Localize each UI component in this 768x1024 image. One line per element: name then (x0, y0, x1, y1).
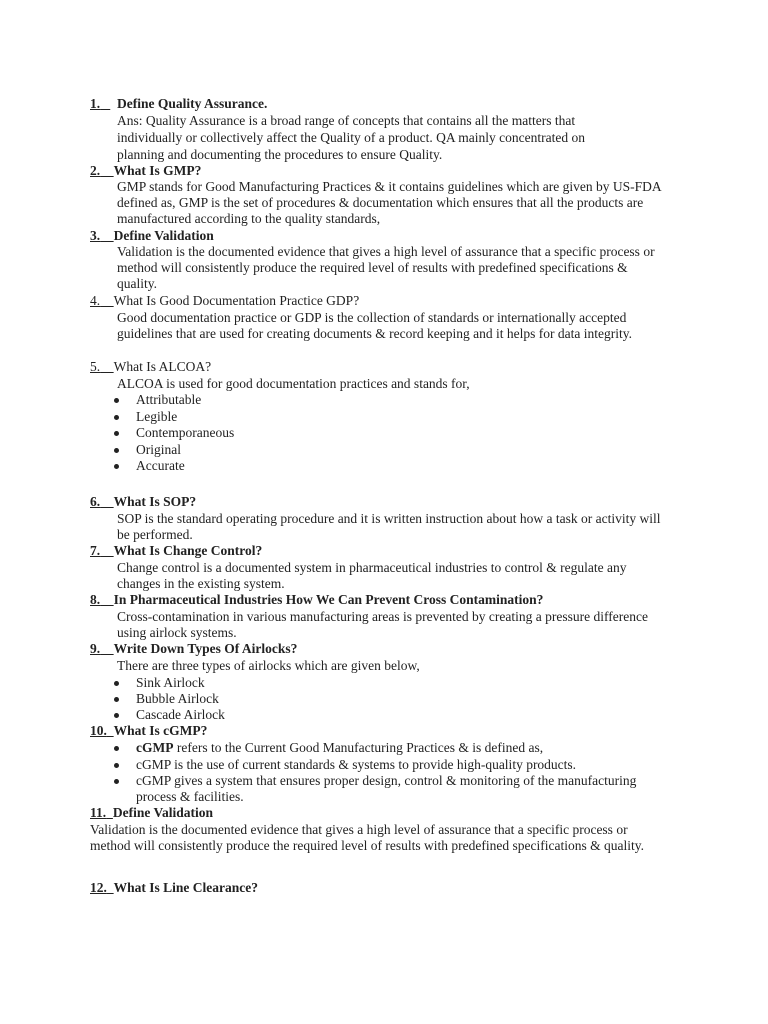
answer-2-line-3: manufactured according to the quality standards, (117, 211, 381, 226)
answer-2-line-2: defined as, GMP is the set of procedures & documentation which ensures that all the products are (117, 195, 644, 210)
alcoa-item-original: Original (136, 442, 181, 457)
bullet-dot (114, 448, 119, 453)
answer-8-line-1: Cross-contamination in various manufacturing areas is prevented by creating a pressure difference (117, 609, 648, 624)
bullet-dot (114, 779, 119, 784)
bullet-dot (114, 431, 119, 436)
bullet-dot (114, 398, 119, 403)
question-2-number: 2. (90, 163, 101, 178)
airlock-item-bubble: Bubble Airlock (136, 691, 219, 706)
question-4-number: 4. (90, 293, 101, 308)
answer-1-line-2: individually or collectively affect the Quality of a product. QA mainly concentrated on (117, 130, 585, 145)
question-1-title: Define Quality Assurance. (117, 96, 268, 111)
answer-3-line-3: quality. (117, 276, 157, 291)
answer-6-line-1: SOP is the standard operating procedure and it is written instruction about how a task or activity will (117, 511, 661, 526)
question-10-heading (90, 723, 207, 739)
question-9-heading (90, 641, 297, 657)
answer-11-line-2: method will consistently produce the required level of results with predefined specifications & quality. (90, 838, 644, 853)
answer-4-line-1: Good documentation practice or GDP is the collection of standards or internationally accepted (117, 310, 627, 325)
alcoa-item-accurate: Accurate (136, 458, 185, 473)
cgmp-item-2: cGMP is the use of current standards & systems to provide high-quality products. (136, 757, 577, 772)
question-12-number: 12. (90, 880, 107, 895)
cgmp-item-1 (136, 740, 543, 756)
answer-9-line-1: There are three types of airlocks which are given below, (117, 658, 420, 673)
alcoa-item-legible: Legible (136, 409, 178, 424)
answer-8-line-2: using airlock systems. (117, 625, 237, 640)
question-1-heading (90, 96, 267, 112)
question-6-heading (90, 494, 196, 510)
question-9-number: 9. (90, 641, 101, 656)
question-5-number: 5. (90, 359, 101, 374)
question-10-number: 10. (90, 723, 107, 738)
question-6-number: 6. (90, 494, 101, 509)
airlock-item-cascade: Cascade Airlock (136, 707, 225, 722)
question-4-heading (90, 293, 359, 309)
bullet-dot (114, 746, 119, 751)
answer-2-line-1: GMP stands for Good Manufacturing Practices & it contains guidelines which are given by US-FDA (117, 179, 662, 194)
bullet-dot (114, 681, 119, 686)
question-6-title: What Is SOP? (113, 494, 197, 509)
question-7-title: What Is Change Control? (113, 543, 263, 558)
question-10-title: What Is cGMP? (113, 723, 208, 738)
question-12-title: What Is Line Clearance? (113, 880, 258, 895)
question-7-heading (90, 543, 262, 559)
alcoa-item-attributable: Attributable (136, 392, 202, 407)
alcoa-item-contemporaneous: Contemporaneous (136, 425, 235, 440)
question-11-title: Define Validation (112, 805, 214, 820)
question-5-heading (90, 359, 211, 375)
bullet-dot (114, 697, 119, 702)
answer-4-line-2: guidelines that are used for creating documents & record keeping and it helps for data integrity. (117, 326, 632, 341)
question-2-title: What Is GMP? (113, 163, 202, 178)
question-1-number: 1. (90, 96, 101, 111)
question-11-heading (90, 805, 213, 821)
question-11-number: 11. (90, 805, 107, 820)
answer-1-line-1: Ans: Quality Assurance is a broad range of concepts that contains all the matters that (117, 113, 576, 128)
question-7-number: 7. (90, 543, 101, 558)
bullet-dot (114, 763, 119, 768)
airlock-item-sink: Sink Airlock (136, 675, 205, 690)
question-8-number: 8. (90, 592, 101, 607)
question-3-title: Define Validation (113, 228, 214, 243)
question-3-number: 3. (90, 228, 101, 243)
bullet-dot (114, 464, 119, 469)
question-5-title: What Is ALCOA? (113, 359, 212, 374)
answer-3-line-1: Validation is the documented evidence that gives a high level of assurance that a specific process or (117, 244, 655, 259)
cgmp-item-1-text: refers to the Current Good Manufacturing Practices & is defined as, (173, 740, 544, 755)
answer-6-line-2: be performed. (117, 527, 193, 542)
answer-1-line-3: planning and documenting the procedures to ensure Quality. (117, 147, 443, 162)
question-12-heading (90, 880, 258, 896)
answer-7-line-2: changes in the existing system. (117, 576, 285, 591)
cgmp-item-3-cont: process & facilities. (136, 789, 244, 804)
cgmp-item-3: cGMP gives a system that ensures proper design, control & monitoring of the manufacturing (136, 773, 637, 788)
bullet-dot (114, 713, 119, 718)
question-8-heading (90, 592, 543, 608)
cgmp-bold-term: cGMP (136, 740, 174, 755)
answer-11-line-1: Validation is the documented evidence that gives a high level of assurance that a specific process or (90, 822, 628, 837)
question-8-title: In Pharmaceutical Industries How We Can Prevent Cross Contamination? (113, 592, 544, 607)
bullet-dot (114, 415, 119, 420)
question-3-heading (90, 228, 214, 244)
question-4-title: What Is Good Documentation Practice GDP? (113, 293, 360, 308)
answer-3-line-2: method will consistently produce the required level of results with predefined specifications & (117, 260, 628, 275)
question-9-title: Write Down Types Of Airlocks? (113, 641, 298, 656)
answer-5-line-1: ALCOA is used for good documentation practices and stands for, (117, 376, 470, 391)
question-2-heading (90, 163, 201, 179)
answer-7-line-1: Change control is a documented system in pharmaceutical industries to control & regulate any (117, 560, 627, 575)
